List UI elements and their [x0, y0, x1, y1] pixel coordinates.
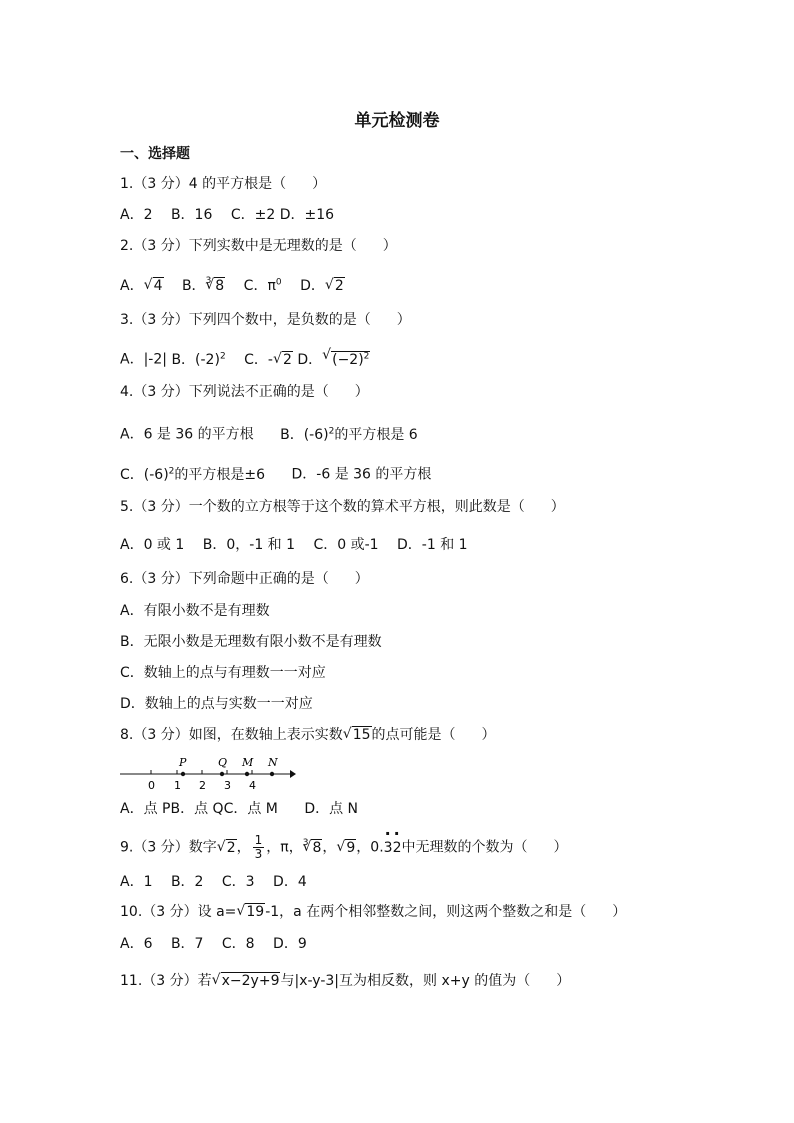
option-d: D．-1 和 1 [397, 537, 468, 553]
arrow-icon [290, 770, 296, 778]
question-stem: 9.（3 分）数字 [120, 839, 217, 856]
option-c: C．-√ 2 [244, 352, 293, 368]
question-2-options [120, 272, 345, 298]
tick-label: 2 [199, 779, 206, 792]
question-stem: 8.（3 分）如图，在数轴上表示实数 [120, 727, 343, 743]
option-a: A．0 或 1 [120, 537, 185, 553]
option-b: B．0，-1 和 1 [202, 537, 296, 553]
option-c: C．点 M [223, 801, 278, 817]
option-a: A．√ 4 [120, 278, 164, 294]
radical: √ 15 [343, 725, 372, 745]
question-stem: 6.（3 分）下列命题中正确的是（ [120, 571, 329, 587]
question-stem: 1.（3 分）4 的平方根是（ [120, 176, 287, 192]
radical: √ x−2y+9 [212, 971, 281, 991]
fraction: $\frac{1}{3}$ [254, 833, 263, 861]
tick-label: 1 [174, 779, 181, 792]
question-6: 6.（3 分）下列命题中正确的是（ ） [120, 571, 369, 587]
point-n [270, 772, 274, 776]
repeating-digit: 3 · [384, 838, 393, 858]
question-stem: 2.（3 分）下列实数中是无理数的是（ [120, 238, 357, 254]
option-c: C．±2 [230, 207, 276, 223]
question-8: 8.（3 分）如图，在数轴上表示实数√ 15的点可能是（ ） [120, 725, 496, 745]
option-d: D．4 [273, 874, 307, 890]
tick-label: 3 [224, 779, 231, 792]
radical: √ 8 [205, 276, 225, 296]
question-stem: 3.（3 分）下列四个数中，是负数的是（ [120, 312, 371, 328]
option-c: C．3 [221, 874, 255, 890]
radical: √ 2 [325, 276, 345, 296]
number-line-ticks [151, 770, 252, 774]
question-5: 5.（3 分）一个数的立方根等于这个数的算术平方根，则此数是（ ） [120, 499, 565, 515]
radical: √ 19 [236, 902, 265, 922]
repeating-digit: 2 · [393, 838, 402, 858]
question-8-options [120, 799, 358, 819]
point-q [220, 772, 224, 776]
option-b: B．$^3$√ 8 [182, 278, 225, 294]
option-d: D．-6 是 36 的平方根 [291, 466, 432, 483]
option-a: A．有限小数不是有理数 [120, 603, 270, 619]
question-stem: 5.（3 分）一个数的立方根等于这个数的算术平方根，则此数是（ [120, 499, 525, 515]
option-a: A．点 P [120, 801, 171, 817]
point-label: M [242, 756, 254, 769]
point-m [245, 772, 249, 776]
option-c: C．0 或-1 [313, 537, 379, 553]
question-9: 9.（3 分）数字√ 2， $\frac{1}{3}$ ，π，$^3$√ 8，√ 9，0.3 ·2 ·中无理数的个数为（ ） [120, 834, 568, 861]
option-d: D．9 [273, 936, 307, 952]
radical: √ 9 [336, 838, 356, 858]
option-a: A．6 是 36 的平方根 [120, 426, 254, 443]
question-4-options-cd [120, 461, 431, 485]
option-b: B．2 [170, 874, 204, 890]
option-b: B．$(-2)^2$ [171, 351, 226, 368]
question-1: 1.（3 分）4 的平方根是（ ） [120, 176, 327, 192]
option-b: B．7 [170, 936, 204, 952]
question-3-options [120, 346, 370, 370]
option-a: A．6 [120, 936, 153, 952]
option-b: B．$(-6)^2$的平方根是 6 [280, 426, 418, 443]
question-11: 11.（3 分）若√ x−2y+9与|x-y-3|互为相反数，则 x+y 的值为（ ） [120, 971, 570, 991]
option-b: B．点 Q [170, 801, 224, 817]
question-9-options [120, 872, 307, 892]
question-4: 4.（3 分）下列说法不正确的是（ ） [120, 384, 369, 400]
option-a: A．1 [120, 874, 153, 890]
radical: √ 2 [273, 350, 293, 370]
radical: √ 2 [217, 838, 237, 858]
number-line-figure [118, 756, 298, 792]
question-5-options [120, 535, 468, 555]
question-1-options [120, 205, 334, 225]
section-heading: 一、选择题 [120, 146, 190, 162]
option-c: C．数轴上的点与有理数一一对应 [120, 665, 326, 681]
radical: √ 4 [144, 276, 164, 296]
radical: √ 8 [302, 838, 322, 858]
point-p [181, 772, 185, 776]
option-b: B．无限小数是无理数有限小数不是有理数 [120, 634, 382, 650]
option-c: C．$\pi^0$ [243, 277, 282, 294]
option-c: C．8 [221, 936, 255, 952]
question-2: 2.（3 分）下列实数中是无理数的是（ ） [120, 238, 397, 254]
point-label: Q [218, 756, 228, 769]
option-d: D．数轴上的点与实数一一对应 [120, 696, 313, 712]
question-10: 10.（3 分）设 a=√ 19-1，a 在两个相邻整数之间，则这两个整数之和是（ ） [120, 902, 626, 922]
tick-label: 0 [148, 779, 155, 792]
radical: √ $(-2)^2$ [322, 346, 370, 370]
option-d: D．√ $(-2)^2$ [297, 352, 370, 368]
page-title: 单元检测卷 [354, 111, 440, 131]
question-stem: 11.（3 分）若 [120, 973, 212, 989]
option-d: D．±16 [279, 207, 335, 223]
question-3: 3.（3 分）下列四个数中，是负数的是（ ） [120, 312, 411, 328]
option-d: D．点 N [304, 801, 359, 817]
question-stem: 10.（3 分）设 a= [120, 904, 237, 920]
option-a: A．|-2| [120, 351, 167, 368]
point-label: P [179, 756, 187, 769]
option-b: B．16 [170, 207, 213, 223]
question-4-options-ab [120, 421, 418, 445]
tick-label: 4 [249, 779, 256, 792]
question-stem: 4.（3 分）下列说法不正确的是（ [120, 384, 329, 400]
option-d: D．√ 2 [300, 278, 345, 294]
option-c: C．$(-6)^2$的平方根是±6 [120, 466, 266, 483]
option-a: A．2 [120, 207, 153, 223]
question-10-options [120, 934, 307, 954]
point-label: N [268, 756, 278, 769]
